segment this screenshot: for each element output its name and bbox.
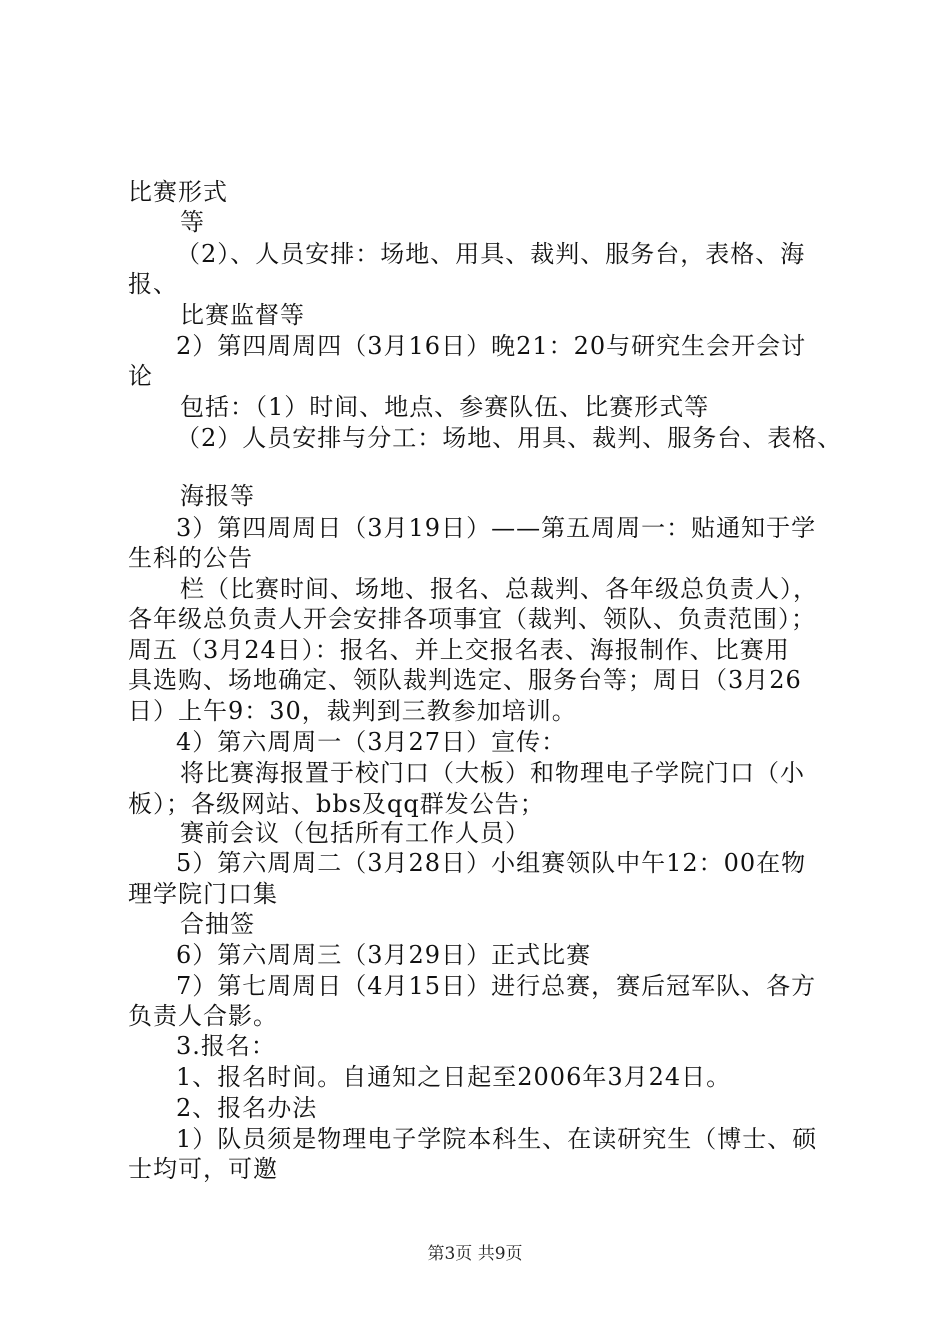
text-line: 各年级总负责人开会安排各项事宜（裁判、领队、负责范围）； [128, 605, 816, 633]
text-line: 1、报名时间。自通知之日起至2006年3月24日。 [176, 1063, 732, 1091]
text-line: 7）第七周周日（4月15日）进行总赛，赛后冠军队、各方 [176, 972, 817, 1000]
text-line: 6）第六周周三（3月29日）正式比赛 [176, 941, 592, 969]
text-line: 日）上午9：30，裁判到三教参加培训。 [128, 697, 577, 725]
text-line: 板）；各级网站、bbs及qq群发公告； [128, 790, 545, 818]
text-line: 理学院门口集 [128, 880, 278, 908]
text-line: （2）、人员安排：场地、用具、裁判、服务台，表格、海 [176, 240, 806, 268]
text-line: 赛前会议（包括所有工作人员） [180, 819, 530, 847]
text-line: 海报等 [180, 482, 255, 510]
text-line: 具选购、场地确定、领队裁判选定、服务台等；周日（3月26 [128, 666, 802, 694]
text-line: 负责人合影。 [128, 1002, 278, 1030]
text-line: 等 [180, 208, 205, 236]
text-line: 3）第四周周日（3月19日）——第五周周一：贴通知于学 [176, 514, 817, 542]
text-line: 2）第四周周四（3月16日）晚21：20与研究生会开会讨 [176, 332, 807, 360]
text-line: 5）第六周周二（3月28日）小组赛领队中午12：00在物 [176, 849, 807, 877]
text-line: 生科的公告 [128, 544, 253, 572]
page-footer: 第3页 共9页 [427, 1244, 523, 1264]
text-line: 3.报名： [176, 1032, 276, 1060]
text-line: 1）队员须是物理电子学院本科生、在读研究生（博士、硕 [176, 1125, 818, 1153]
text-line: （2）人员安排与分工：场地、用具、裁判、服务台、表格、 [176, 424, 843, 452]
text-line: 4）第六周周一（3月27日）宣传： [176, 728, 567, 756]
text-line: 论 [128, 362, 153, 390]
text-line: 包括：（1）时间、地点、参赛队伍、比赛形式等 [180, 393, 710, 421]
text-line: 2、报名办法 [176, 1094, 318, 1122]
text-line: 士均可，可邀 [128, 1155, 278, 1183]
text-line: 将比赛海报置于校门口（大板）和物理电子学院门口（小 [180, 759, 805, 787]
text-line: 比赛监督等 [180, 301, 305, 329]
text-line: 周五（3月24日）：报名、并上交报名表、海报制作、比赛用 [128, 636, 790, 664]
text-line: 栏（比赛时间、场地、报名、总裁判、各年级总负责人）， [180, 575, 818, 603]
text-line: 比赛形式 [128, 178, 228, 206]
text-line: 报、 [128, 270, 178, 298]
text-line: 合抽签 [180, 910, 255, 938]
